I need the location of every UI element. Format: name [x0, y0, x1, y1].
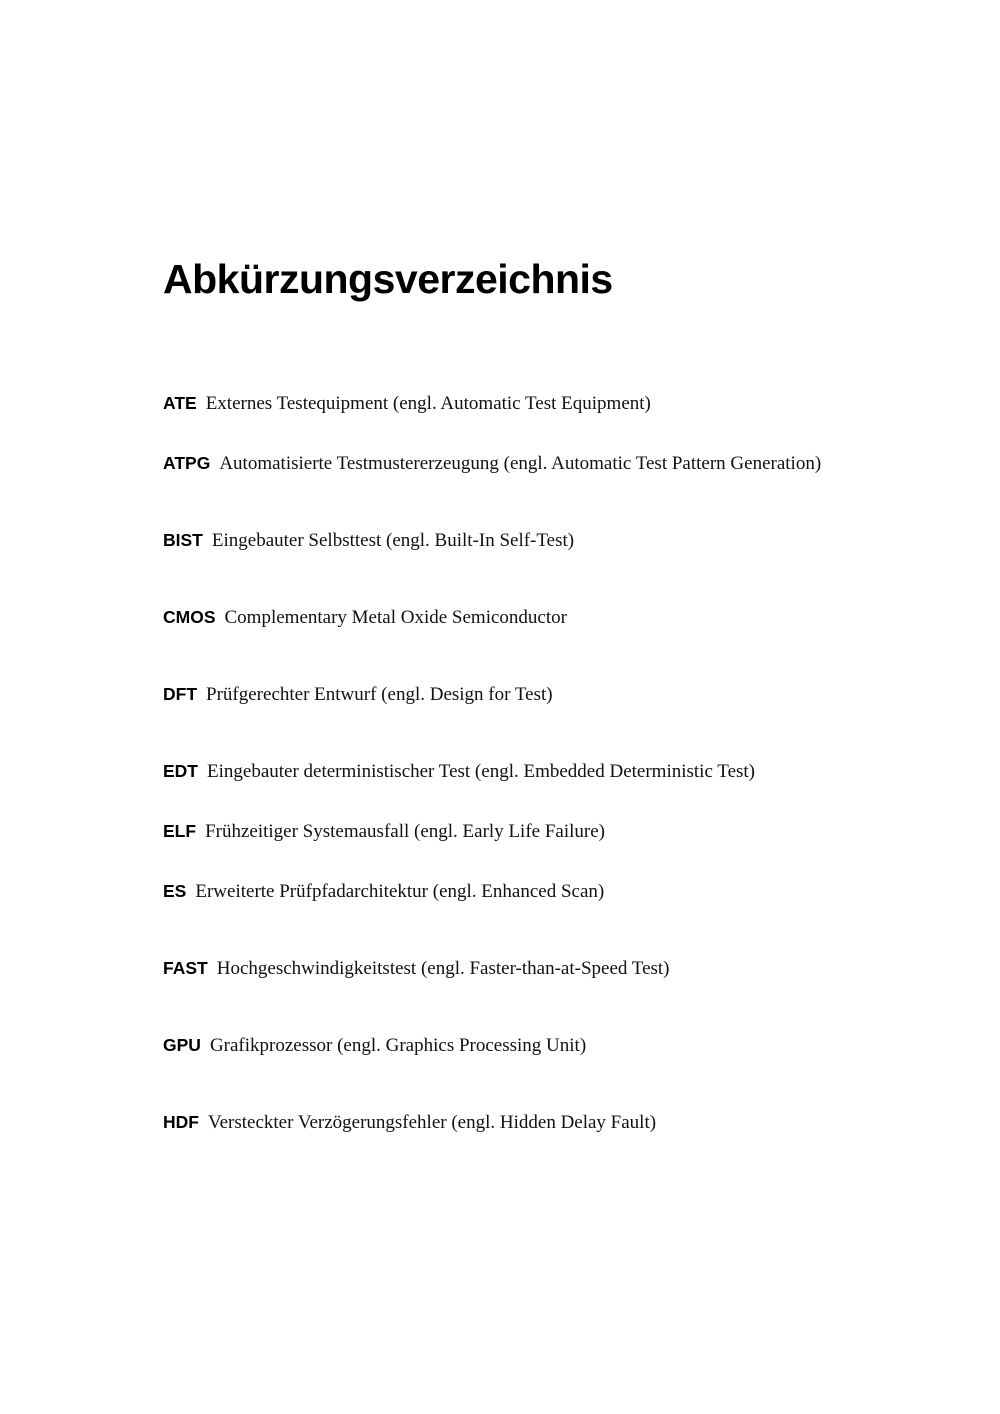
abbr-entry-es — [163, 879, 855, 906]
abbr-definition: Frühzeitiger Systemausfall (engl. Early Life Failure) — [205, 820, 605, 842]
page-title: Abkürzungsverzeichnis — [163, 256, 613, 302]
abbr-definition: Automatisierte Testmustererzeugung (engl. Automatic Test Pattern Generation) — [219, 453, 822, 475]
abbr-term: ATPG — [163, 453, 211, 474]
abbr-entry-fast — [163, 956, 855, 983]
abbr-definition: Complementary Metal Oxide Semiconductor — [224, 606, 567, 628]
abbr-entry-hdf — [163, 1110, 855, 1137]
abbr-entry-atpg — [163, 451, 855, 478]
abbr-term: ES — [163, 880, 187, 901]
abbreviation-list — [163, 391, 855, 1137]
abbr-definition: Versteckter Verzögerungsfehler (engl. Hidden Delay Fault) — [207, 1111, 657, 1133]
abbr-term: CMOS — [163, 606, 216, 627]
abbr-term: BIST — [163, 529, 203, 550]
abbr-term: ATE — [163, 393, 197, 414]
abbr-definition: Prüfgerechter Entwurf (engl. Design for Test) — [206, 683, 553, 705]
abbr-term: FAST — [163, 957, 208, 978]
abbr-entry-edt — [163, 759, 855, 786]
abbr-definition: Externes Testequipment (engl. Automatic Test Equipment) — [205, 393, 651, 415]
abbr-entry-cmos — [163, 605, 855, 632]
abbr-definition: Hochgeschwindigkeitstest (engl. Faster-than-at-Speed Test) — [216, 957, 670, 979]
abbr-entry-dft — [163, 682, 855, 709]
abbr-term: EDT — [163, 760, 198, 781]
abbr-term: GPU — [163, 1034, 201, 1055]
abbr-entry-gpu — [163, 1033, 855, 1060]
abbr-term: HDF — [163, 1111, 199, 1132]
abbr-definition: Eingebauter deterministischer Test (engl. Embedded Deterministic Test) — [207, 760, 756, 782]
abbr-entry-elf — [163, 819, 855, 846]
abbr-entry-bist — [163, 528, 855, 555]
abbr-term: ELF — [163, 820, 197, 841]
abbr-entry-ate — [163, 391, 855, 418]
page-content — [163, 0, 855, 1187]
abbr-definition: Grafikprozessor (engl. Graphics Processing Unit) — [209, 1034, 587, 1056]
abbr-definition: Erweiterte Prüfpfadarchitektur (engl. Enhanced Scan) — [195, 880, 605, 902]
abbr-term: DFT — [163, 683, 198, 704]
abbr-definition: Eingebauter Selbsttest (engl. Built-In Self-Test) — [211, 529, 575, 551]
